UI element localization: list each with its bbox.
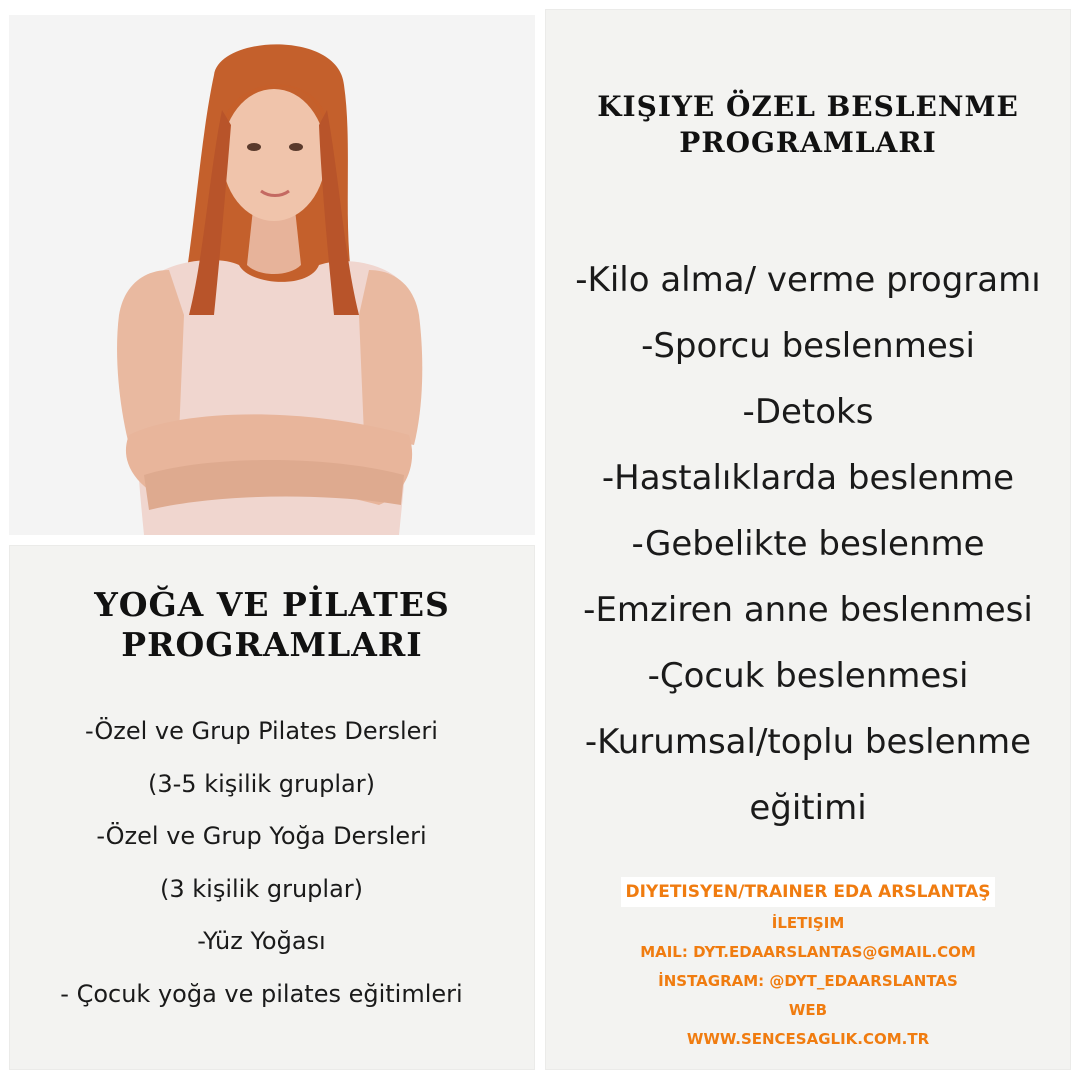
list-item: (3 kişilik gruplar) bbox=[159, 874, 363, 903]
list-item: -Sporcu beslenmesi bbox=[641, 326, 975, 366]
contact-web[interactable]: WWW.SENCESAGLIK.COM.TR bbox=[686, 1030, 930, 1048]
list-item: -Emziren anne beslenmesi bbox=[583, 590, 1033, 630]
list-item: -Çocuk beslenmesi bbox=[647, 656, 969, 696]
yoga-pilates-title: YOĞA VE PİLATES PROGRAMLARI bbox=[94, 585, 450, 665]
list-item: - Çocuk yoğa ve pilates eğitimleri bbox=[60, 979, 463, 1008]
contact-label: İLETIŞIM bbox=[771, 914, 845, 932]
contact-name: DIYETISYEN/TRAINER EDA ARSLANTAŞ bbox=[621, 877, 994, 907]
contact-block bbox=[545, 875, 1071, 1054]
list-item: -Detoks bbox=[742, 392, 874, 432]
list-item: -Gebelikte beslenme bbox=[631, 524, 985, 564]
list-item: (3-5 kişilik gruplar) bbox=[148, 769, 375, 798]
list-item: -Kurumsal/toplu beslenme bbox=[584, 722, 1032, 762]
list-item: eğitimi bbox=[749, 788, 867, 828]
nutrition-programs-list bbox=[545, 247, 1071, 841]
portrait-photo bbox=[9, 15, 535, 535]
list-item: -Özel ve Grup Yoğa Dersleri bbox=[96, 822, 427, 850]
list-item: -Kilo alma/ verme programı bbox=[575, 260, 1041, 300]
list-item: -Yüz Yoğası bbox=[197, 927, 326, 955]
portrait-illustration bbox=[9, 15, 535, 535]
contact-mail[interactable]: MAIL: DYT.EDAARSLANTAS@GMAIL.COM bbox=[640, 943, 976, 961]
yoga-pilates-list bbox=[9, 705, 514, 1020]
nutrition-programs-title: KIŞIYE ÖZEL BESLENME PROGRAMLARI bbox=[597, 90, 1019, 160]
contact-web-label: WEB bbox=[788, 1001, 828, 1019]
contact-name-row bbox=[545, 875, 1071, 909]
contact-instagram[interactable]: İNSTAGRAM: @DYT_EDAARSLANTAS bbox=[658, 972, 958, 990]
yoga-pilates-panel bbox=[9, 545, 535, 1070]
list-item: -Hastalıklarda beslenme bbox=[601, 458, 1015, 498]
list-item: -Özel ve Grup Pilates Dersleri bbox=[85, 717, 438, 745]
nutrition-programs-panel bbox=[545, 9, 1071, 1070]
